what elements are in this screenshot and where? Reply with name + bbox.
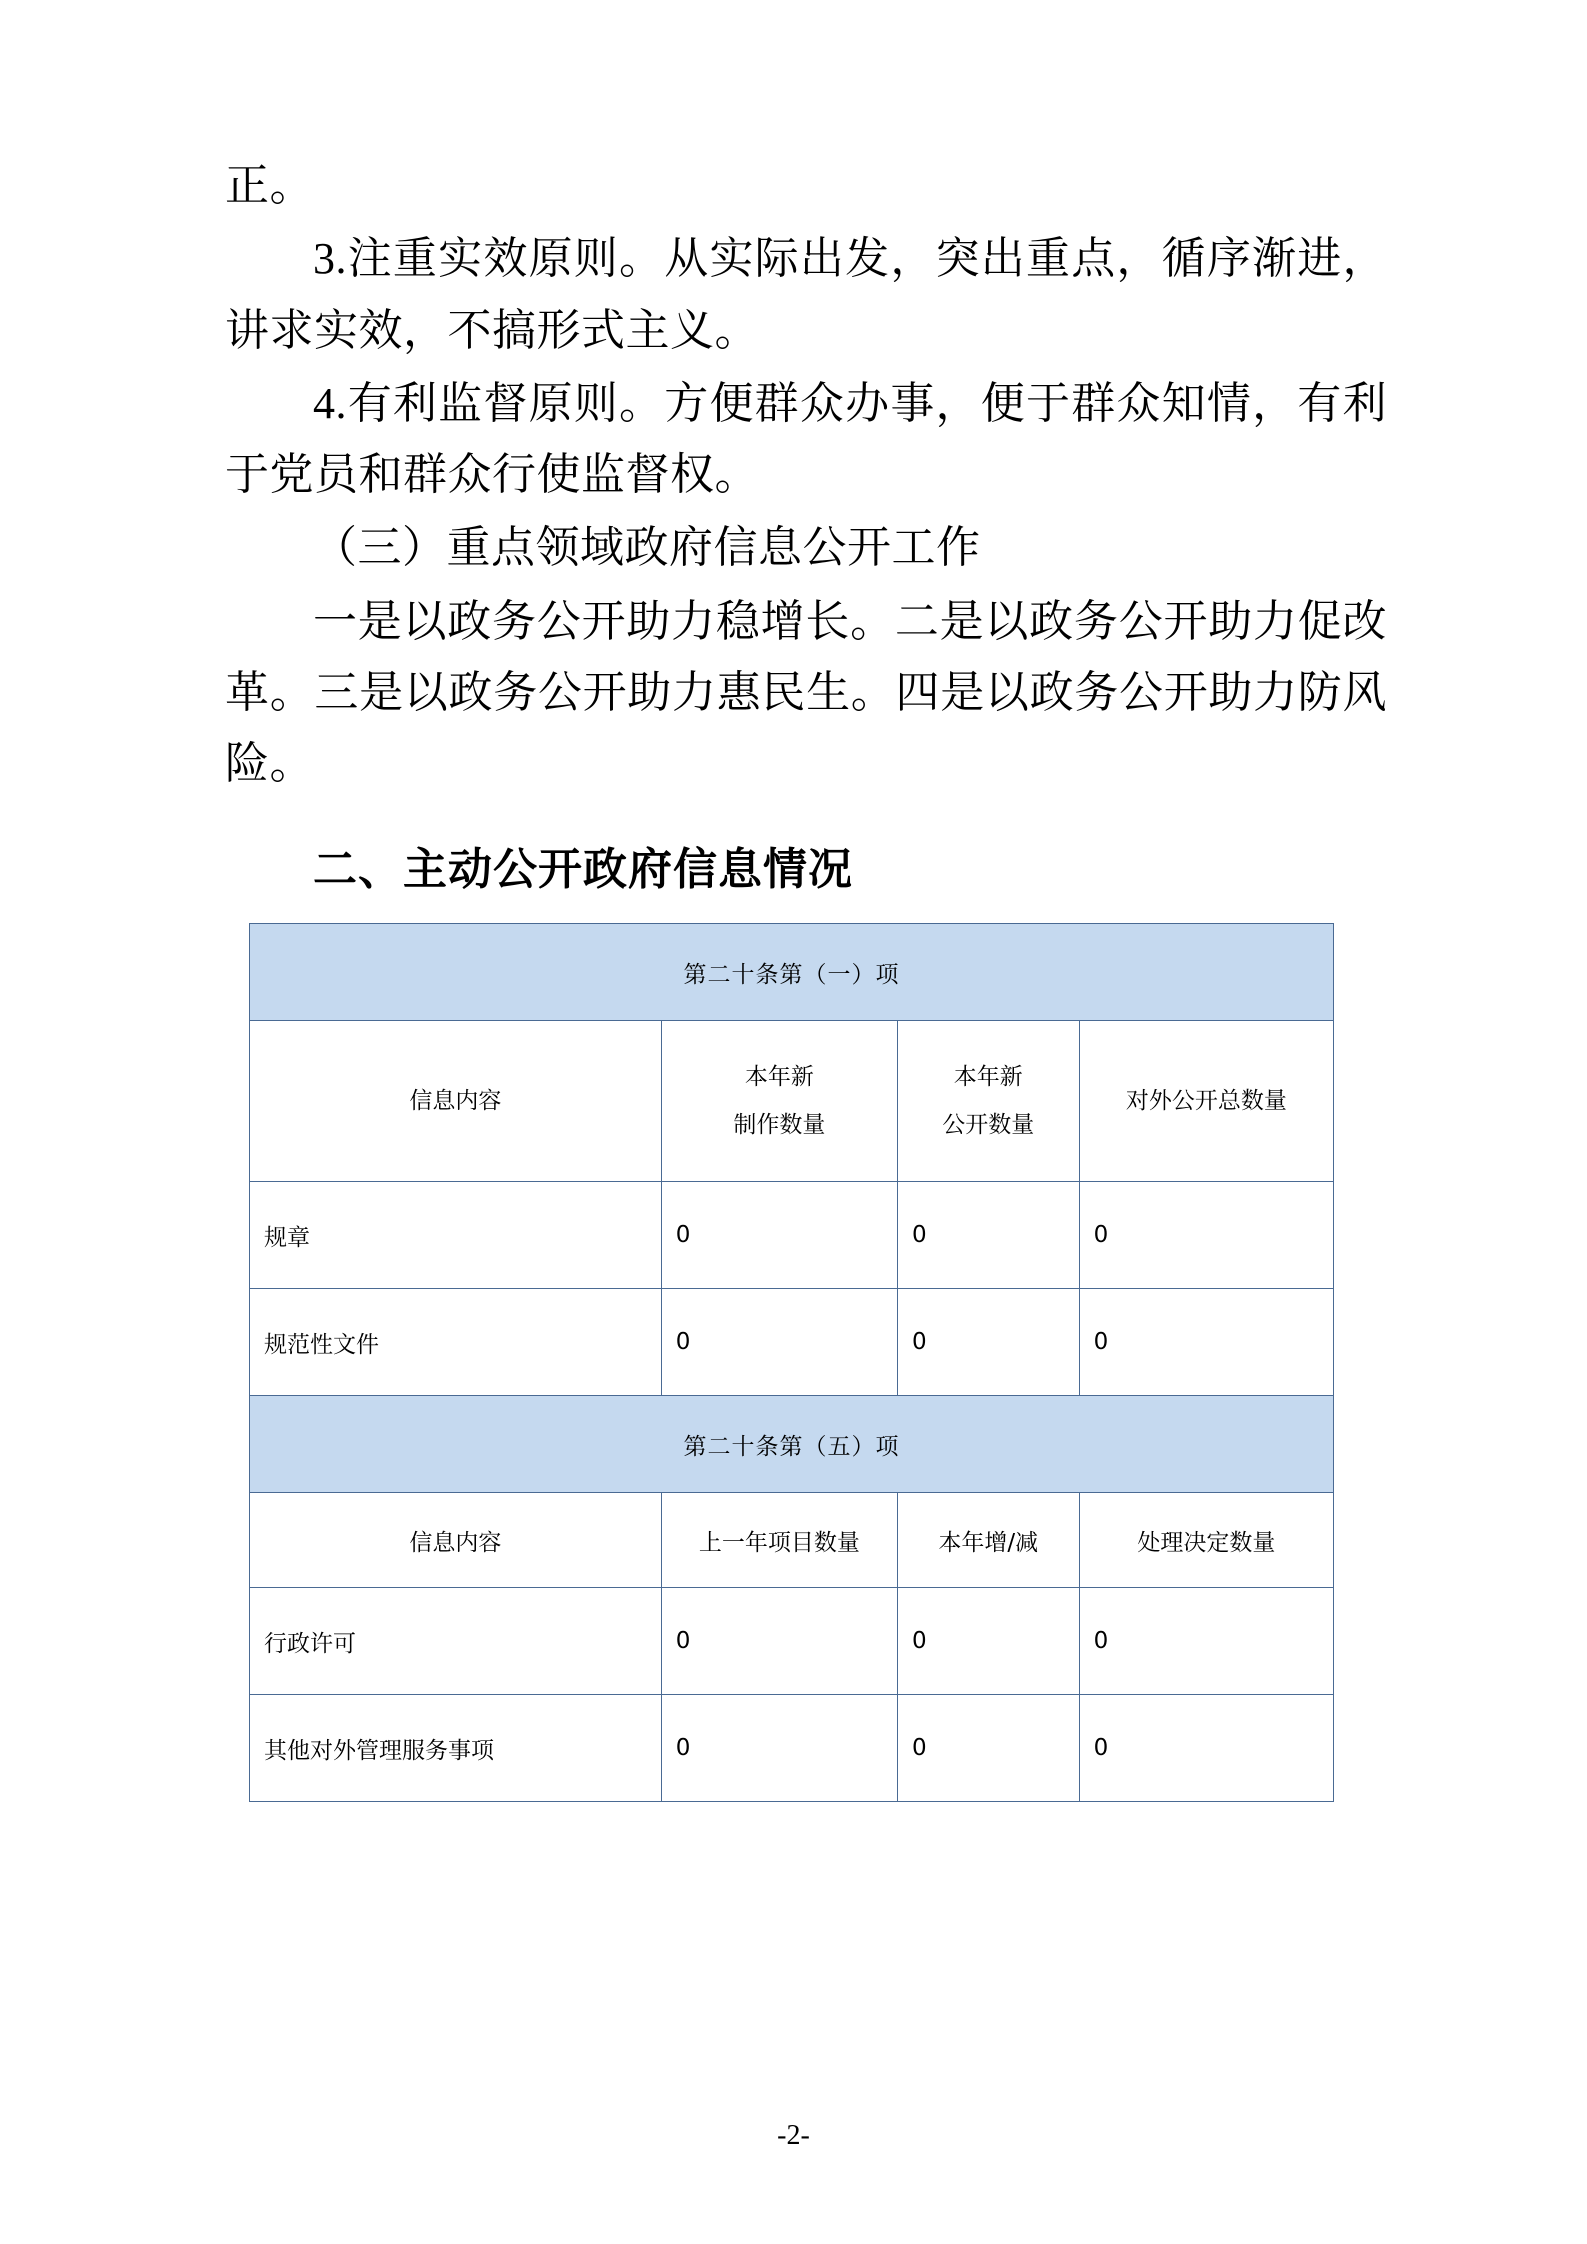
row4-value2: 0 xyxy=(897,1695,1079,1802)
row3-value3: 0 xyxy=(1079,1588,1333,1695)
row4-label: 其他对外管理服务事项 xyxy=(250,1695,662,1802)
paragraph-2: 3.注重实效原则。从实际出发，突出重点，循序渐进，讲求实效，不搞形式主义。 xyxy=(225,234,1387,355)
table-header-row xyxy=(250,1493,1334,1588)
paragraph-3: 4.有利监督原则。方便群众办事，便于群众知情，有利于党员和群众行使监督权。 xyxy=(225,378,1387,500)
body-text-block xyxy=(225,150,1387,799)
header1-col2-line2: 制作数量 xyxy=(733,1112,826,1139)
paragraph-5: 一是以政务公开助力稳增长。二是以政务公开助力促改革。三是以政务公开助力惠民生。四是以政务公开助力防风险。 xyxy=(225,596,1387,789)
header1-col3-line2: 公开数量 xyxy=(942,1112,1035,1139)
row4-value1: 0 xyxy=(661,1695,897,1802)
header2-col1: 信息内容 xyxy=(250,1493,662,1588)
header1-col3 xyxy=(897,1021,1079,1182)
row3-value1: 0 xyxy=(661,1588,897,1695)
header1-col2-line1: 本年新 xyxy=(744,1064,814,1091)
header2-col4: 处理决定数量 xyxy=(1079,1493,1333,1588)
band-title-1: 第二十条第（一）项 xyxy=(250,924,1334,1021)
page-number: -2- xyxy=(777,2120,810,2151)
header2-col2: 上一年项目数量 xyxy=(661,1493,897,1588)
row2-value3: 0 xyxy=(1079,1289,1333,1396)
row1-label: 规章 xyxy=(250,1182,662,1289)
row2-label: 规范性文件 xyxy=(250,1289,662,1396)
header1-col2 xyxy=(661,1021,897,1182)
row1-value3: 0 xyxy=(1079,1182,1333,1289)
row2-value1: 0 xyxy=(661,1289,897,1396)
table-band-row xyxy=(250,1396,1334,1493)
table-row xyxy=(250,1695,1334,1802)
row1-value2: 0 xyxy=(897,1182,1079,1289)
table-row xyxy=(250,1588,1334,1695)
header2-col3: 本年增/减 xyxy=(897,1493,1079,1588)
band-title-2: 第二十条第（五）项 xyxy=(250,1396,1334,1493)
header1-col1: 信息内容 xyxy=(250,1021,662,1182)
row3-value2: 0 xyxy=(897,1588,1079,1695)
header1-col4: 对外公开总数量 xyxy=(1079,1021,1333,1182)
section-heading: 二、主动公开政府信息情况 xyxy=(313,844,853,896)
table-header-row xyxy=(250,1021,1334,1182)
table-row xyxy=(250,1182,1334,1289)
paragraph-4: （三）重点领域政府信息公开工作 xyxy=(313,523,981,573)
row4-value3: 0 xyxy=(1079,1695,1333,1802)
row3-label: 行政许可 xyxy=(250,1588,662,1695)
row1-value1: 0 xyxy=(661,1182,897,1289)
table-row xyxy=(250,1289,1334,1396)
table-band-row xyxy=(250,924,1334,1021)
row2-value2: 0 xyxy=(897,1289,1079,1396)
header1-col3-line1: 本年新 xyxy=(953,1064,1023,1091)
paragraph-1: 正。 xyxy=(225,161,314,210)
public-information-table xyxy=(249,923,1334,1802)
